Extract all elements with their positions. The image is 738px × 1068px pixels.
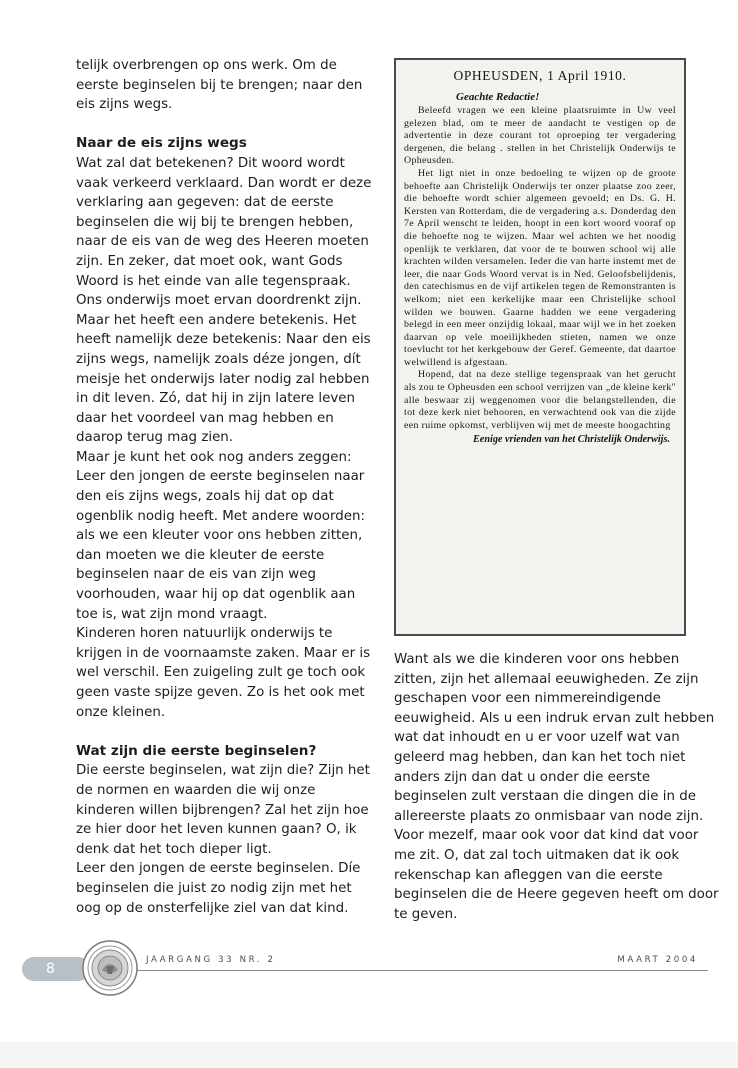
clipping-dateline: OPHEUSDEN, 1 April 1910. [453, 68, 627, 83]
seal-emblem-icon [82, 940, 138, 996]
clipping-paragraph: Beleefd vragen we een kleine plaatsruimte in Uw veel gelezen blad, om te meer de aandacht te vestigen op de advertentie in deze courant tot oproeping ter vergadering dergenen, die belang . stellen in het Christelijk Onderwijs te Opheusden. [404, 105, 676, 167]
page-number-tab [22, 957, 90, 981]
issue-volume: JAARGANG 33 NR. 2 [146, 955, 276, 965]
body-paragraph: Wat zal dat betekenen? Dit woord wordt vaak verkeerd verklaard. Dan wordt er deze verklaring aan gegeven: dat de eerste beginselen die wij bij te brengen hebben, naar de eis van de weg des Heeren moeten zijn. En zeker, dat moet ook, want Gods Woord is het einde van alle tegenspraak. Ons onderwijs moet ervan doordrenkt zijn. [76, 155, 372, 309]
body-paragraph: Die eerste beginselen, wat zijn die? Zijn het de normen en waarden die wij onze kinderen willen bijbrengen? Zal het zijn hoe ze hier door het leven kunnen gaan? O, ik denk dat het toch dieper ligt. [76, 763, 370, 857]
clipping-paragraph: Hopend, dat na deze stellige tegenspraak van het gerucht als zou te Opheusden een school verrijzen van „de kleine kerk" alle beswaar zij weggenomen voor die belangstellenden, die tot deze kerk niet behooren, en verwachtend ook van die zijde een ruime opkomst, verblijven wij met de meeste hoogachting [404, 369, 676, 431]
section-heading-eis: Naar de eis zijns wegs [76, 135, 247, 152]
intro-paragraph: telijk overbrengen op ons werk. Om de eerste beginselen bij te brengen; naar den eis zijns wegs. [76, 58, 363, 113]
footer-rule [82, 970, 708, 971]
page-bottom-band [0, 1042, 738, 1068]
body-paragraph: Maar je kunt het ook nog anders zeggen: Leer den jongen de eerste beginselen naar den eis zijns wegs, zoals hij dat op dat ogenblik nodig heeft. Met andere woorden: als we een kleuter voor ons hebben zitten, dan moeten we die kleuter de eerste beginselen naar de eis van zijn weg voorhouden, waar hij op dat ogenblik aan toe is, wat zijn mond vraagt. [76, 449, 366, 622]
clipping-signature: Eenige vrienden van het Christelijk Onderwijs. [473, 434, 670, 446]
right-column [394, 650, 719, 924]
body-paragraph: Maar het heeft een andere betekenis. Het heeft namelijk deze betekenis: Naar den eis zijns wegs, namelijk zoals déze jongen, dít meisje het onderwijs later nodig zal hebben in dit leven. Zó, dat hij in zijn latere leven daar het voordeel van mag hebben en daarop terug mag zien. [76, 312, 371, 446]
section-heading-beginselen: Wat zijn die eerste beginselen? [76, 742, 317, 759]
body-paragraph: Leer den jongen de eerste beginselen. Díe beginselen die juist zo nodig zijn met het oog op de onsterfelijke ziel van dat kind. [76, 861, 361, 916]
clipping-salutation: Geachte Redactie! [456, 91, 540, 103]
left-column [76, 56, 376, 918]
body-paragraph: Want als we die kinderen voor ons hebben zitten, zijn het allemaal eeuwigheden. Ze zijn geschapen voor een nimmereindigende eeuwigheid. Als u een indruk ervan zult hebben wat dat inhoudt en u er voor uzelf wat van geleerd mag hebben, dan kan het toch niet anders zijn dan dat u onder die eerste beginselen zult verstaan die dingen die in de allereerste plaats zo onmisbaar van node zijn. Voor mezelf, maar ook voor dat kind dat voor me zit. O, dat zal toch uitmaken dat ik ook rekenschap kan afleggen van die eerste beginselen die de Heere gegeven heeft om door te geven. [394, 652, 719, 922]
body-paragraph: Kinderen horen natuurlijk onderwijs te krijgen in de voornaamste zaken. Maar er is wel verschil. Een zuigeling zult ge toch ook geen vaste spijze geven. Zo is het ook met onze kleinen. [76, 626, 371, 720]
newspaper-clipping [394, 58, 686, 636]
issue-date: MAART 2004 [617, 955, 698, 965]
clipping-paragraph: Het ligt niet in onze bedoeling te wijzen op de groote behoefte aan Christelijk Onderwijs ter onzer plaatse zoo zeer, die behoefte wordt schier algemeen gevoeld; en Ds. G. H. Kersten van Rotterdam, die de vergadering a.s. Donderdag den 7e April wenscht te leiden, hoopt in een kort woord vooraf op die behoefte nog te wijzen. Maar wel achten we het noodig openlijk te verklaren, dat voor de te bouwen school wij alle krachten wilden versamelen. Ieder die van harte instemt met de leer, die naar Gods Woord vervat is in Ned. Geloofsbelijdenis, den catechismus en de vijf artikelen tegen de Remonstranten is welkom; niet een kerkelijke maar een Christelijke school wilden we bouwen. Gaarne hadden we eene vergadering belegd in een meer onzijdig lokaal, maar wijl we in het zoeken daarvan op vele moeilijkheden stieten, namen we onze toevlucht tot het kerkgebouw der Geref. Gemeente, dat daartoe welwillend is afgestaan. [404, 167, 676, 368]
page-number: 8 [46, 961, 55, 977]
